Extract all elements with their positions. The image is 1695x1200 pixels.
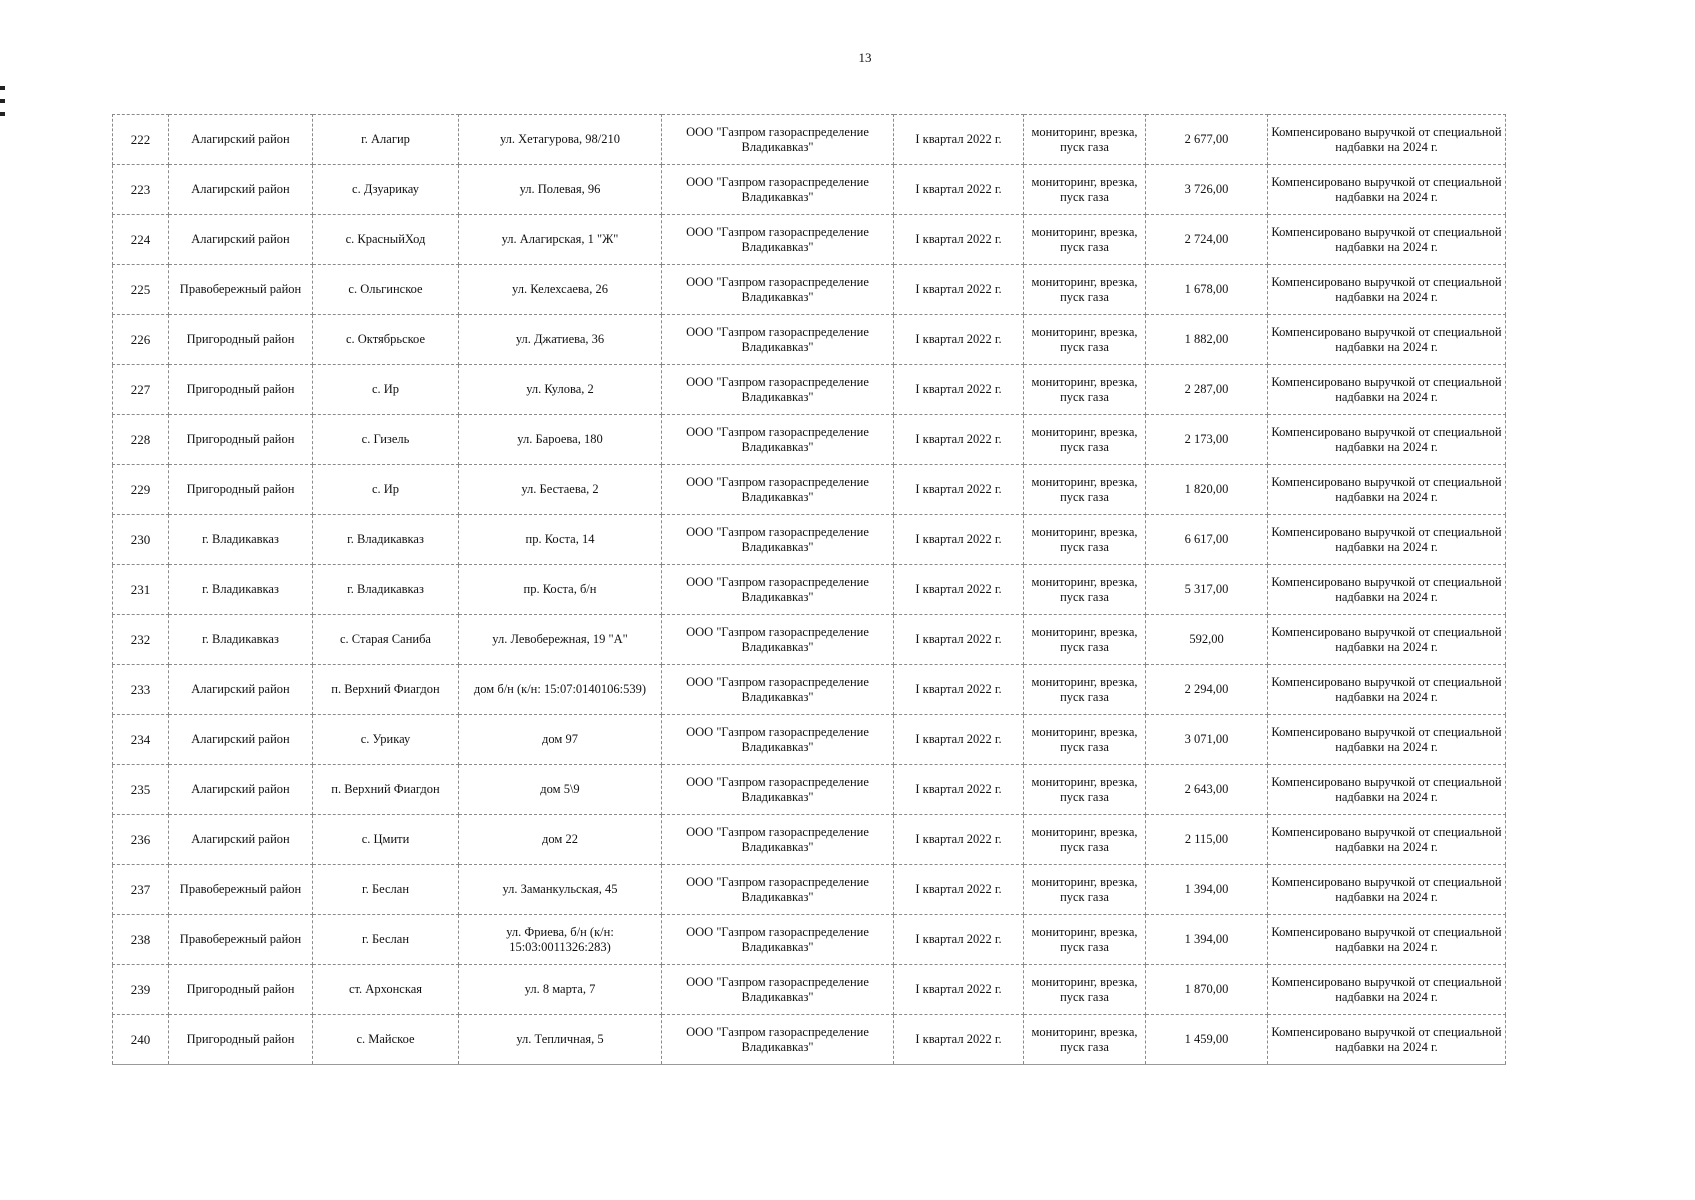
organization-cell: ООО "Газпром газораспределение Владикавказ" xyxy=(662,465,894,515)
works-cell: мониторинг, врезка, пуск газа xyxy=(1024,565,1146,615)
amount-cell: 1 678,00 xyxy=(1146,265,1268,315)
works-cell: мониторинг, врезка, пуск газа xyxy=(1024,115,1146,165)
amount-cell: 2 724,00 xyxy=(1146,215,1268,265)
address-cell: ул. Левобережная, 19 "А" xyxy=(459,615,662,665)
locality-cell: с. Урикау xyxy=(313,715,459,765)
district-cell: Алагирский район xyxy=(169,215,313,265)
organization-cell: ООО "Газпром газораспределение Владикавказ" xyxy=(662,865,894,915)
period-cell: I квартал 2022 г. xyxy=(894,715,1024,765)
address-cell: ул. Хетагурова, 98/210 xyxy=(459,115,662,165)
organization-cell: ООО "Газпром газораспределение Владикавказ" xyxy=(662,365,894,415)
locality-cell: п. Верхний Фиагдон xyxy=(313,765,459,815)
address-cell: ул. Джатиева, 36 xyxy=(459,315,662,365)
compensation-cell: Компенсировано выручкой от специальной надбавки на 2024 г. xyxy=(1268,565,1506,615)
works-cell: мониторинг, врезка, пуск газа xyxy=(1024,265,1146,315)
table-row xyxy=(113,965,1506,1015)
period-cell: I квартал 2022 г. xyxy=(894,915,1024,965)
amount-cell: 2 115,00 xyxy=(1146,815,1268,865)
address-cell: ул. Фриева, б/н (к/н: 15:03:0011326:283) xyxy=(459,915,662,965)
district-cell: Алагирский район xyxy=(169,165,313,215)
organization-cell: ООО "Газпром газораспределение Владикавказ" xyxy=(662,965,894,1015)
organization-cell: ООО "Газпром газораспределение Владикавказ" xyxy=(662,165,894,215)
row-number-cell: 227 xyxy=(113,365,169,415)
address-cell: дом 22 xyxy=(459,815,662,865)
margin-marks xyxy=(0,86,6,125)
table-row xyxy=(113,515,1506,565)
locality-cell: п. Верхний Фиагдон xyxy=(313,665,459,715)
compensation-cell: Компенсировано выручкой от специальной надбавки на 2024 г. xyxy=(1268,865,1506,915)
amount-cell: 1 459,00 xyxy=(1146,1015,1268,1065)
compensation-cell: Компенсировано выручкой от специальной надбавки на 2024 г. xyxy=(1268,265,1506,315)
works-cell: мониторинг, врезка, пуск газа xyxy=(1024,815,1146,865)
address-cell: ул. Алагирская, 1 "Ж" xyxy=(459,215,662,265)
table-row xyxy=(113,165,1506,215)
organization-cell: ООО "Газпром газораспределение Владикавказ" xyxy=(662,215,894,265)
works-cell: мониторинг, врезка, пуск газа xyxy=(1024,865,1146,915)
period-cell: I квартал 2022 г. xyxy=(894,815,1024,865)
compensation-cell: Компенсировано выручкой от специальной надбавки на 2024 г. xyxy=(1268,515,1506,565)
period-cell: I квартал 2022 г. xyxy=(894,615,1024,665)
table-row xyxy=(113,1015,1506,1065)
organization-cell: ООО "Газпром газораспределение Владикавказ" xyxy=(662,265,894,315)
address-cell: дом 97 xyxy=(459,715,662,765)
row-number-cell: 240 xyxy=(113,1015,169,1065)
organization-cell: ООО "Газпром газораспределение Владикавказ" xyxy=(662,565,894,615)
compensation-cell: Компенсировано выручкой от специальной надбавки на 2024 г. xyxy=(1268,315,1506,365)
district-cell: Алагирский район xyxy=(169,115,313,165)
works-cell: мониторинг, врезка, пуск газа xyxy=(1024,415,1146,465)
district-cell: Правобережный район xyxy=(169,265,313,315)
amount-cell: 3 071,00 xyxy=(1146,715,1268,765)
district-cell: г. Владикавказ xyxy=(169,515,313,565)
organization-cell: ООО "Газпром газораспределение Владикавказ" xyxy=(662,665,894,715)
row-number-cell: 228 xyxy=(113,415,169,465)
organization-cell: ООО "Газпром газораспределение Владикавказ" xyxy=(662,715,894,765)
locality-cell: г. Владикавказ xyxy=(313,565,459,615)
address-cell: ул. Бароева, 180 xyxy=(459,415,662,465)
address-cell: ул. Полевая, 96 xyxy=(459,165,662,215)
period-cell: I квартал 2022 г. xyxy=(894,215,1024,265)
address-cell: ул. Тепличная, 5 xyxy=(459,1015,662,1065)
row-number-cell: 237 xyxy=(113,865,169,915)
period-cell: I квартал 2022 г. xyxy=(894,765,1024,815)
organization-cell: ООО "Газпром газораспределение Владикавказ" xyxy=(662,915,894,965)
period-cell: I квартал 2022 г. xyxy=(894,1015,1024,1065)
period-cell: I квартал 2022 г. xyxy=(894,465,1024,515)
table-row xyxy=(113,665,1506,715)
organization-cell: ООО "Газпром газораспределение Владикавказ" xyxy=(662,315,894,365)
table-row xyxy=(113,565,1506,615)
address-cell: пр. Коста, б/н xyxy=(459,565,662,615)
compensation-cell: Компенсировано выручкой от специальной надбавки на 2024 г. xyxy=(1268,415,1506,465)
address-cell: пр. Коста, 14 xyxy=(459,515,662,565)
row-number-cell: 235 xyxy=(113,765,169,815)
row-number-cell: 239 xyxy=(113,965,169,1015)
locality-cell: с. Ольгинское xyxy=(313,265,459,315)
compensation-cell: Компенсировано выручкой от специальной надбавки на 2024 г. xyxy=(1268,1015,1506,1065)
works-cell: мониторинг, врезка, пуск газа xyxy=(1024,715,1146,765)
district-cell: Пригородный район xyxy=(169,315,313,365)
locality-cell: г. Владикавказ xyxy=(313,515,459,565)
row-number-cell: 231 xyxy=(113,565,169,615)
amount-cell: 1 882,00 xyxy=(1146,315,1268,365)
address-cell: дом б/н (к/н: 15:07:0140106:539) xyxy=(459,665,662,715)
table-row xyxy=(113,865,1506,915)
row-number-cell: 233 xyxy=(113,665,169,715)
district-cell: г. Владикавказ xyxy=(169,615,313,665)
organization-cell: ООО "Газпром газораспределение Владикавказ" xyxy=(662,815,894,865)
table-row xyxy=(113,115,1506,165)
row-number-cell: 229 xyxy=(113,465,169,515)
period-cell: I квартал 2022 г. xyxy=(894,565,1024,615)
organization-cell: ООО "Газпром газораспределение Владикавказ" xyxy=(662,515,894,565)
compensation-cell: Компенсировано выручкой от специальной надбавки на 2024 г. xyxy=(1268,215,1506,265)
compensation-cell: Компенсировано выручкой от специальной надбавки на 2024 г. xyxy=(1268,815,1506,865)
margin-mark xyxy=(0,86,5,90)
row-number-cell: 225 xyxy=(113,265,169,315)
locality-cell: с. Ир xyxy=(313,465,459,515)
amount-cell: 2 287,00 xyxy=(1146,365,1268,415)
compensation-cell: Компенсировано выручкой от специальной надбавки на 2024 г. xyxy=(1268,765,1506,815)
locality-cell: г. Беслан xyxy=(313,865,459,915)
compensation-cell: Компенсировано выручкой от специальной надбавки на 2024 г. xyxy=(1268,365,1506,415)
table-body xyxy=(113,115,1506,1065)
amount-cell: 1 394,00 xyxy=(1146,915,1268,965)
amount-cell: 3 726,00 xyxy=(1146,165,1268,215)
organization-cell: ООО "Газпром газораспределение Владикавказ" xyxy=(662,415,894,465)
compensation-cell: Компенсировано выручкой от специальной надбавки на 2024 г. xyxy=(1268,915,1506,965)
row-number-cell: 234 xyxy=(113,715,169,765)
row-number-cell: 224 xyxy=(113,215,169,265)
amount-cell: 592,00 xyxy=(1146,615,1268,665)
row-number-cell: 232 xyxy=(113,615,169,665)
amount-cell: 1 394,00 xyxy=(1146,865,1268,915)
works-cell: мониторинг, врезка, пуск газа xyxy=(1024,765,1146,815)
district-cell: г. Владикавказ xyxy=(169,565,313,615)
compensation-cell: Компенсировано выручкой от специальной надбавки на 2024 г. xyxy=(1268,115,1506,165)
locality-cell: с. Гизель xyxy=(313,415,459,465)
amount-cell: 2 294,00 xyxy=(1146,665,1268,715)
page-number: 13 xyxy=(858,50,872,65)
works-cell: мониторинг, врезка, пуск газа xyxy=(1024,615,1146,665)
table-row xyxy=(113,815,1506,865)
table-row xyxy=(113,765,1506,815)
margin-mark xyxy=(0,99,5,103)
amount-cell: 5 317,00 xyxy=(1146,565,1268,615)
period-cell: I квартал 2022 г. xyxy=(894,515,1024,565)
locality-cell: ст. Архонская xyxy=(313,965,459,1015)
compensation-cell: Компенсировано выручкой от специальной надбавки на 2024 г. xyxy=(1268,715,1506,765)
compensation-cell: Компенсировано выручкой от специальной надбавки на 2024 г. xyxy=(1268,615,1506,665)
period-cell: I квартал 2022 г. xyxy=(894,965,1024,1015)
row-number-cell: 222 xyxy=(113,115,169,165)
district-cell: Алагирский район xyxy=(169,715,313,765)
data-table xyxy=(112,114,1506,1065)
address-cell: ул. Келехсаева, 26 xyxy=(459,265,662,315)
period-cell: I квартал 2022 г. xyxy=(894,315,1024,365)
locality-cell: с. Майское xyxy=(313,1015,459,1065)
amount-cell: 1 820,00 xyxy=(1146,465,1268,515)
amount-cell: 1 870,00 xyxy=(1146,965,1268,1015)
table-row xyxy=(113,315,1506,365)
locality-cell: с. Цмити xyxy=(313,815,459,865)
amount-cell: 2 173,00 xyxy=(1146,415,1268,465)
locality-cell: г. Алагир xyxy=(313,115,459,165)
period-cell: I квартал 2022 г. xyxy=(894,665,1024,715)
district-cell: Пригородный район xyxy=(169,365,313,415)
period-cell: I квартал 2022 г. xyxy=(894,865,1024,915)
works-cell: мониторинг, врезка, пуск газа xyxy=(1024,165,1146,215)
works-cell: мониторинг, врезка, пуск газа xyxy=(1024,965,1146,1015)
address-cell: ул. Кулова, 2 xyxy=(459,365,662,415)
table-row xyxy=(113,265,1506,315)
compensation-cell: Компенсировано выручкой от специальной надбавки на 2024 г. xyxy=(1268,965,1506,1015)
district-cell: Пригородный район xyxy=(169,1015,313,1065)
table-row xyxy=(113,365,1506,415)
address-cell: ул. 8 марта, 7 xyxy=(459,965,662,1015)
district-cell: Пригородный район xyxy=(169,415,313,465)
row-number-cell: 223 xyxy=(113,165,169,215)
period-cell: I квартал 2022 г. xyxy=(894,265,1024,315)
address-cell: дом 5\9 xyxy=(459,765,662,815)
amount-cell: 2 643,00 xyxy=(1146,765,1268,815)
row-number-cell: 230 xyxy=(113,515,169,565)
organization-cell: ООО "Газпром газораспределение Владикавказ" xyxy=(662,115,894,165)
works-cell: мониторинг, врезка, пуск газа xyxy=(1024,215,1146,265)
district-cell: Алагирский район xyxy=(169,815,313,865)
period-cell: I квартал 2022 г. xyxy=(894,365,1024,415)
amount-cell: 6 617,00 xyxy=(1146,515,1268,565)
compensation-cell: Компенсировано выручкой от специальной надбавки на 2024 г. xyxy=(1268,465,1506,515)
compensation-cell: Компенсировано выручкой от специальной надбавки на 2024 г. xyxy=(1268,665,1506,715)
organization-cell: ООО "Газпром газораспределение Владикавказ" xyxy=(662,1015,894,1065)
works-cell: мониторинг, врезка, пуск газа xyxy=(1024,315,1146,365)
works-cell: мониторинг, врезка, пуск газа xyxy=(1024,365,1146,415)
works-cell: мониторинг, врезка, пуск газа xyxy=(1024,465,1146,515)
amount-cell: 2 677,00 xyxy=(1146,115,1268,165)
address-cell: ул. Бестаева, 2 xyxy=(459,465,662,515)
works-cell: мониторинг, врезка, пуск газа xyxy=(1024,665,1146,715)
works-cell: мониторинг, врезка, пуск газа xyxy=(1024,515,1146,565)
locality-cell: с. Октябрьское xyxy=(313,315,459,365)
district-cell: Правобережный район xyxy=(169,865,313,915)
margin-mark xyxy=(0,112,5,116)
district-cell: Пригородный район xyxy=(169,965,313,1015)
organization-cell: ООО "Газпром газораспределение Владикавказ" xyxy=(662,615,894,665)
district-cell: Пригородный район xyxy=(169,465,313,515)
locality-cell: с. Старая Саниба xyxy=(313,615,459,665)
locality-cell: с. Дзуарикау xyxy=(313,165,459,215)
works-cell: мониторинг, врезка, пуск газа xyxy=(1024,915,1146,965)
table-row xyxy=(113,415,1506,465)
period-cell: I квартал 2022 г. xyxy=(894,115,1024,165)
table-row xyxy=(113,465,1506,515)
table-row xyxy=(113,615,1506,665)
table-row xyxy=(113,915,1506,965)
compensation-cell: Компенсировано выручкой от специальной надбавки на 2024 г. xyxy=(1268,165,1506,215)
district-cell: Правобережный район xyxy=(169,915,313,965)
table-row xyxy=(113,715,1506,765)
district-cell: Алагирский район xyxy=(169,665,313,715)
address-cell: ул. Заманкульская, 45 xyxy=(459,865,662,915)
row-number-cell: 238 xyxy=(113,915,169,965)
table-row xyxy=(113,215,1506,265)
locality-cell: с. Ир xyxy=(313,365,459,415)
locality-cell: с. КрасныйХод xyxy=(313,215,459,265)
row-number-cell: 226 xyxy=(113,315,169,365)
district-cell: Алагирский район xyxy=(169,765,313,815)
organization-cell: ООО "Газпром газораспределение Владикавказ" xyxy=(662,765,894,815)
locality-cell: г. Беслан xyxy=(313,915,459,965)
row-number-cell: 236 xyxy=(113,815,169,865)
works-cell: мониторинг, врезка, пуск газа xyxy=(1024,1015,1146,1065)
period-cell: I квартал 2022 г. xyxy=(894,165,1024,215)
period-cell: I квартал 2022 г. xyxy=(894,415,1024,465)
